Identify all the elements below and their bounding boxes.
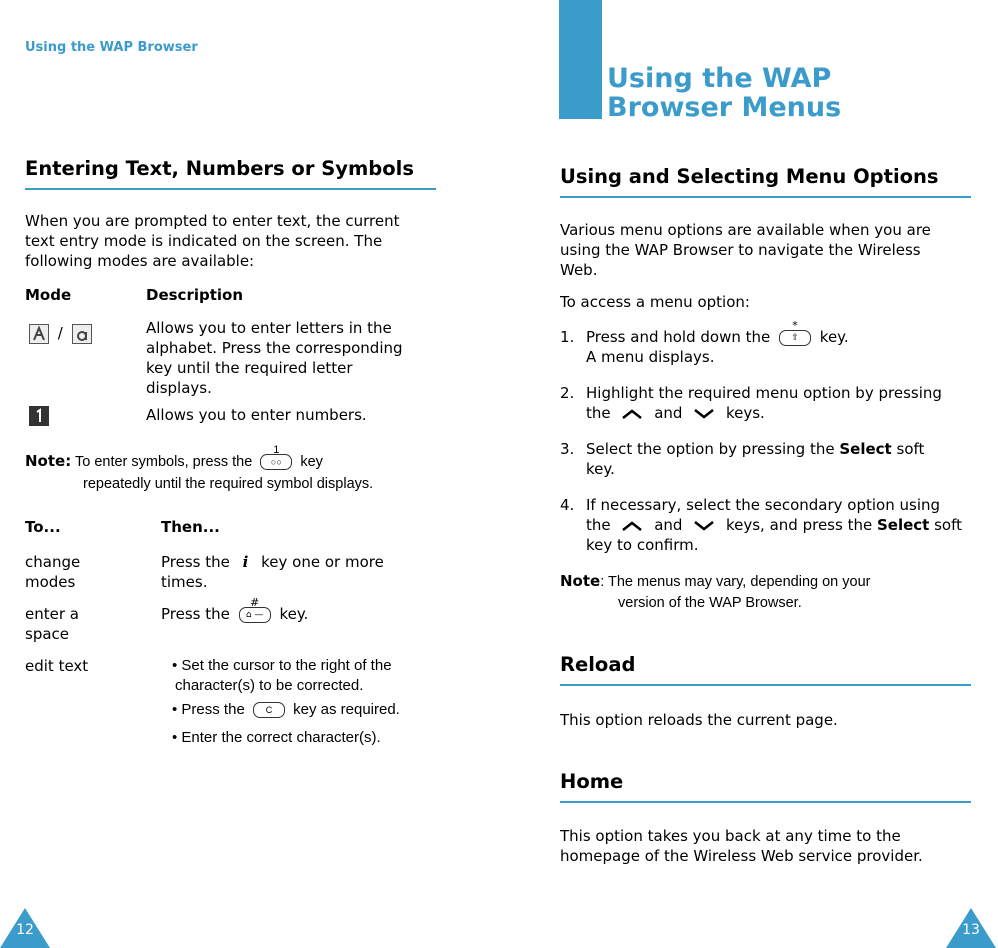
chapter-title-line: Browser Menus (607, 92, 842, 123)
step-2-text (586, 383, 942, 423)
step-3-number: 3. (560, 440, 575, 458)
symbols-note-line2: repeatedly until the required symbol displays. (83, 476, 374, 492)
step-1-number: 1. (560, 328, 575, 346)
mode-icons-alpha (29, 323, 92, 344)
running-header: Using the WAP Browser (25, 40, 198, 55)
then-text: times. (161, 573, 208, 591)
step-text: and (654, 516, 683, 534)
row-edit-text-to: edit text (25, 657, 89, 675)
menu-note-line2: version of the WAP Browser. (618, 595, 802, 611)
select-label: Select (839, 440, 892, 458)
step-text: the (586, 516, 611, 534)
symbols-note (25, 444, 323, 472)
numeric-mode-icon (29, 406, 49, 426)
to-line: space (25, 625, 70, 643)
page-number-right: 13 (962, 922, 980, 938)
step-text: Press and hold down the (586, 328, 771, 346)
intro-line: Various menu options are available when you are (560, 221, 931, 239)
row-space-to (25, 604, 79, 644)
key-clear-icon: C (253, 702, 285, 718)
desc-line: Allows you to enter letters in the (146, 319, 392, 337)
desc-line: displays. (146, 379, 212, 397)
to-line: change (25, 553, 81, 571)
key-star-icon: * ⇧ (779, 330, 811, 346)
down-key-icon (693, 520, 715, 532)
select-label: Select (876, 516, 930, 534)
step-text: Highlight the required menu option by pressing (586, 384, 942, 402)
intro-line: following modes are available: (25, 252, 255, 270)
step-4-number: 4. (560, 496, 575, 514)
key-1-icon: 1 ○○ (260, 454, 292, 470)
intro-line: text entry mode is indicated on the screen. The (25, 232, 383, 250)
note-label: Note (560, 572, 601, 590)
note-text: : The menus may vary, depending on your (600, 574, 871, 590)
bullet-line: • Enter the correct character(s). (172, 729, 381, 746)
to-line: modes (25, 573, 76, 591)
desc-line: alphabet. Press the corresponding (146, 339, 403, 357)
mode-numeric-description: Allows you to enter numbers. (146, 406, 367, 424)
key-hash-icon: # ⌂ — (239, 607, 271, 623)
lowercase-mode-icon (72, 324, 92, 344)
section-title-reload: Reload (560, 653, 971, 686)
intro-line: Web. (560, 261, 598, 279)
menu-note (560, 571, 871, 592)
note-text: key (300, 454, 323, 470)
step-text: soft (896, 440, 925, 458)
step-text: and (654, 404, 683, 422)
bullet-line: key as required. (293, 701, 400, 718)
key-1-glyph: 1 (273, 444, 280, 457)
to-line: enter a (25, 605, 79, 623)
page-number-left: 12 (16, 922, 34, 938)
info-key-icon: i (242, 553, 249, 571)
section-title-menu-options: Using and Selecting Menu Options (560, 165, 971, 198)
step-4-text (586, 495, 962, 555)
mode-alpha-description (146, 318, 403, 398)
step-text: soft (934, 516, 962, 534)
step-text: Select the option by pressing the (586, 440, 835, 458)
step-2-number: 2. (560, 384, 575, 402)
step-1-text (586, 318, 849, 367)
mode-column-header: Mode (25, 286, 72, 304)
then-text: key. (279, 605, 309, 623)
home-text (560, 826, 923, 866)
then-text: Press the (161, 605, 230, 623)
chapter-tab (559, 0, 602, 119)
down-key-icon (693, 408, 715, 420)
chapter-title (607, 64, 841, 122)
menu-intro (560, 220, 931, 280)
step-text: If necessary, select the secondary option using (586, 496, 941, 514)
row-change-modes-then (161, 552, 384, 592)
uppercase-mode-icon (29, 324, 49, 344)
intro-line: using the WAP Browser to navigate the Wireless (560, 241, 921, 259)
desc-line: key until the required letter (146, 359, 353, 377)
step-text: key to confirm. (586, 536, 699, 554)
step-text: keys. (725, 404, 765, 422)
home-line: homepage of the Wireless Web service provider. (560, 847, 923, 865)
section-title-entering-text: Entering Text, Numbers or Symbols (25, 157, 436, 190)
step-text: key. (586, 460, 615, 478)
mode-icon-numeric (29, 405, 49, 426)
step-text: A menu displays. (586, 348, 715, 366)
home-line: This option takes you back at any time to the (560, 827, 901, 845)
note-label: Note: (25, 452, 72, 470)
chapter-title-line: Using the WAP (607, 63, 832, 94)
step-text: keys, and press the (725, 516, 873, 534)
step-text: the (586, 404, 611, 422)
key-hash-glyph: # (250, 595, 260, 609)
up-key-icon (621, 408, 643, 420)
note-text: To enter symbols, press the (74, 454, 253, 470)
up-key-icon (621, 520, 643, 532)
then-text: Press the (161, 553, 230, 571)
description-column-header: Description (146, 286, 244, 304)
section-title-home: Home (560, 770, 971, 803)
bullet-line: • Press the (172, 701, 245, 718)
then-column-header: Then... (161, 518, 220, 536)
key-star-glyph: * (792, 318, 798, 332)
row-edit-text-then (172, 656, 400, 748)
access-line: To access a menu option: (560, 293, 750, 311)
bullet-line: character(s) to be corrected. (175, 677, 364, 694)
reload-text: This option reloads the current page. (560, 711, 838, 729)
row-space-then (161, 595, 309, 624)
intro-line: When you are prompted to enter text, the current (25, 212, 400, 230)
step-3-text (586, 439, 924, 479)
mode-slash: / (57, 324, 63, 342)
to-column-header: To... (25, 518, 61, 536)
intro-paragraph (25, 211, 400, 271)
bullet-line: • Set the cursor to the right of the (172, 657, 392, 674)
then-text: key one or more (261, 553, 384, 571)
row-change-modes-to (25, 552, 80, 592)
step-text: key. (819, 328, 849, 346)
